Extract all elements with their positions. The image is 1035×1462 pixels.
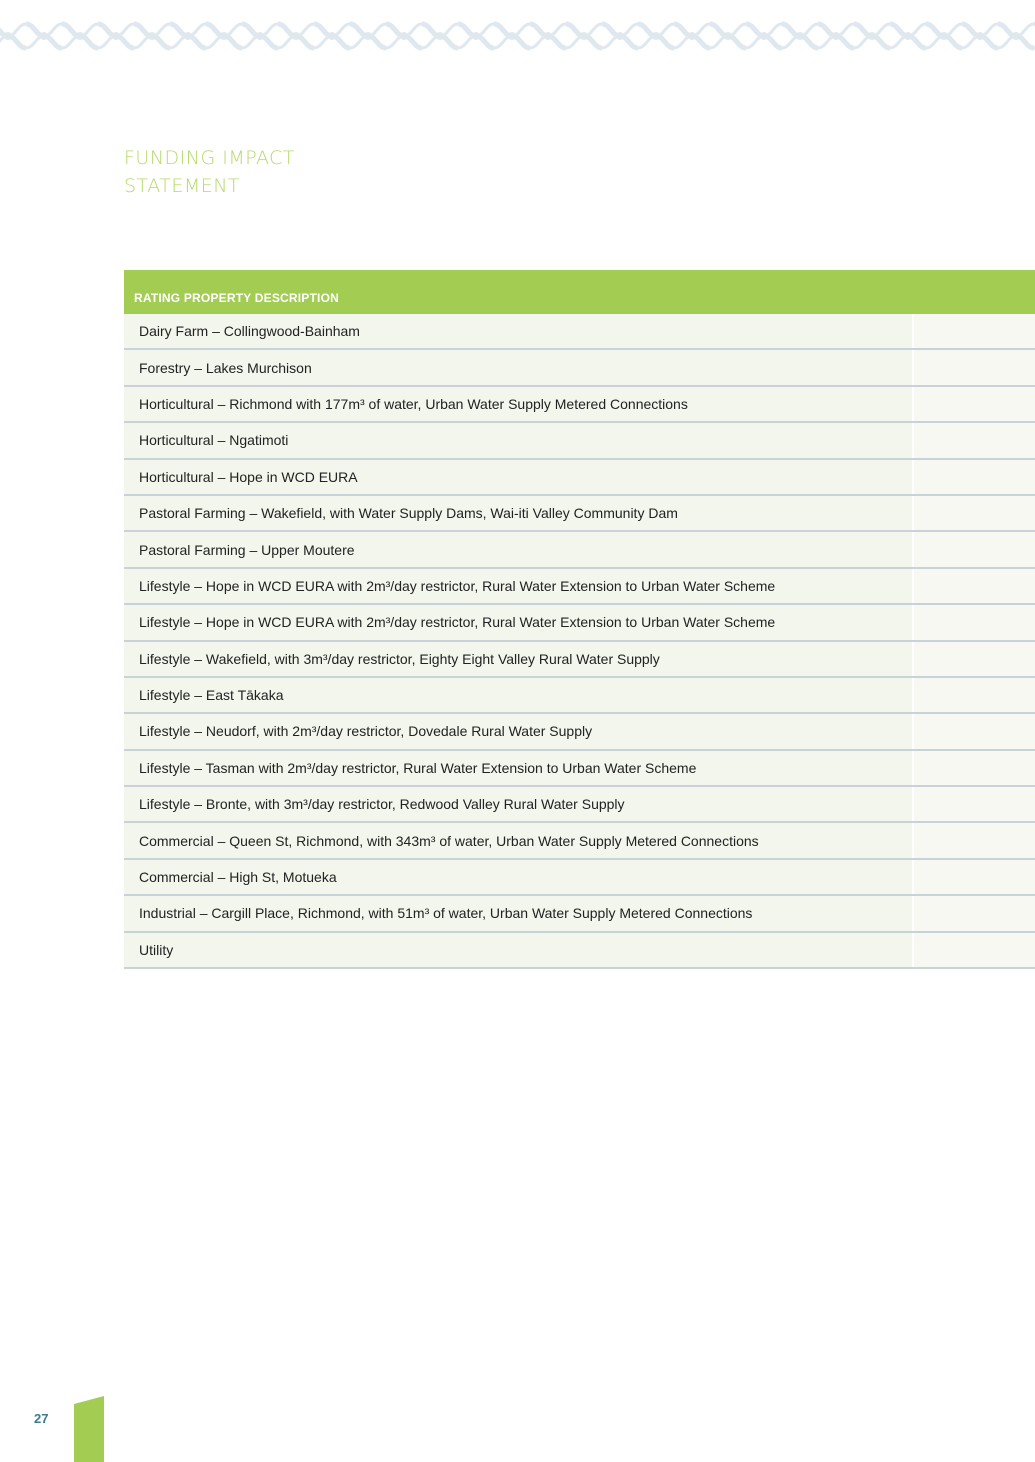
- pattern-dot: [112, 32, 120, 40]
- table-row: [124, 569, 1035, 605]
- row-value-cell: [914, 569, 1035, 603]
- pattern-dot: [4, 32, 12, 40]
- row-value-cell: [914, 896, 1035, 930]
- pattern-dot: [40, 32, 48, 40]
- table-row: [124, 896, 1035, 932]
- row-value-cell: [914, 496, 1035, 530]
- column-header-description: RATING PROPERTY DESCRIPTION: [134, 291, 339, 305]
- row-description: Lifestyle – East Tākaka: [124, 678, 912, 712]
- pattern-dot: [76, 32, 84, 40]
- table-row: [124, 933, 1035, 969]
- table-row: [124, 714, 1035, 750]
- pattern-dot: [688, 32, 696, 40]
- page-title-line-1: FUNDING IMPACT: [124, 147, 296, 169]
- pattern-dot: [508, 32, 516, 40]
- decorative-pattern-band: [0, 18, 1035, 54]
- row-value-cell: [914, 350, 1035, 384]
- pattern-dot: [868, 32, 876, 40]
- row-value-cell: [914, 933, 1035, 967]
- table-row: [124, 642, 1035, 678]
- row-value-cell: [914, 387, 1035, 421]
- pattern-dot: [616, 32, 624, 40]
- table-row: [124, 460, 1035, 496]
- pattern-dot: [328, 32, 336, 40]
- table-header: [124, 270, 1035, 314]
- pattern-dot: [148, 32, 156, 40]
- pattern-dot: [652, 32, 660, 40]
- row-value-cell: [914, 642, 1035, 676]
- row-value-cell: [914, 314, 1035, 348]
- table-row: [124, 678, 1035, 714]
- row-description: Lifestyle – Hope in WCD EURA with 2m³/day restrictor, Rural Water Extension to Urban Water Scheme: [124, 569, 912, 603]
- pattern-dot: [472, 32, 480, 40]
- row-description: Lifestyle – Bronte, with 3m³/day restrictor, Redwood Valley Rural Water Supply: [124, 787, 912, 821]
- row-description: Lifestyle – Tasman with 2m³/day restrictor, Rural Water Extension to Urban Water Scheme: [124, 751, 912, 785]
- row-description: Pastoral Farming – Wakefield, with Water Supply Dams, Wai-iti Valley Community Dam: [124, 496, 912, 530]
- page-title: [124, 144, 295, 200]
- table-row: [124, 423, 1035, 459]
- page-tab-marker: [74, 1396, 104, 1462]
- table-row: [124, 532, 1035, 568]
- pattern-dot: [760, 32, 768, 40]
- pattern-dot: [436, 32, 444, 40]
- row-description: Industrial – Cargill Place, Richmond, with 51m³ of water, Urban Water Supply Metered Connections: [124, 896, 912, 930]
- pattern-dot: [544, 32, 552, 40]
- pattern-dot: [256, 32, 264, 40]
- row-description: Utility: [124, 933, 912, 967]
- table-row: [124, 387, 1035, 423]
- table-row: [124, 605, 1035, 641]
- pattern-dot: [364, 32, 372, 40]
- pattern-dot: [904, 32, 912, 40]
- row-description: Lifestyle – Wakefield, with 3m³/day restrictor, Eighty Eight Valley Rural Water Supply: [124, 642, 912, 676]
- table-row: [124, 496, 1035, 532]
- page-number: 27: [34, 1411, 49, 1426]
- table-row: [124, 787, 1035, 823]
- row-value-cell: [914, 678, 1035, 712]
- row-description: Commercial – High St, Motueka: [124, 860, 912, 894]
- row-description: Horticultural – Richmond with 177m³ of water, Urban Water Supply Metered Connections: [124, 387, 912, 421]
- table-row: [124, 350, 1035, 386]
- table-row: [124, 860, 1035, 896]
- row-value-cell: [914, 751, 1035, 785]
- pattern-dot: [220, 32, 228, 40]
- pattern-dot: [292, 32, 300, 40]
- row-value-cell: [914, 460, 1035, 494]
- pattern-dot: [1012, 32, 1020, 40]
- pattern-dot: [796, 32, 804, 40]
- pattern-dot: [580, 32, 588, 40]
- row-description: Lifestyle – Hope in WCD EURA with 2m³/day restrictor, Rural Water Extension to Urban Water Scheme: [124, 605, 912, 639]
- row-value-cell: [914, 423, 1035, 457]
- row-description: Pastoral Farming – Upper Moutere: [124, 532, 912, 566]
- pattern-dot: [940, 32, 948, 40]
- row-value-cell: [914, 860, 1035, 894]
- row-description: Horticultural – Hope in WCD EURA: [124, 460, 912, 494]
- pattern-dot: [724, 32, 732, 40]
- row-value-cell: [914, 714, 1035, 748]
- row-description: Commercial – Queen St, Richmond, with 343m³ of water, Urban Water Supply Metered Connections: [124, 823, 912, 857]
- pattern-dot: [832, 32, 840, 40]
- row-value-cell: [914, 532, 1035, 566]
- row-value-cell: [914, 605, 1035, 639]
- row-description: Lifestyle – Neudorf, with 2m³/day restrictor, Dovedale Rural Water Supply: [124, 714, 912, 748]
- row-value-cell: [914, 823, 1035, 857]
- row-description: Forestry – Lakes Murchison: [124, 350, 912, 384]
- row-description: Horticultural – Ngatimoti: [124, 423, 912, 457]
- pattern-dot: [400, 32, 408, 40]
- pattern-dot: [184, 32, 192, 40]
- pattern-graphic: [0, 18, 1035, 54]
- rating-property-table: [124, 270, 1035, 969]
- table-row: [124, 751, 1035, 787]
- table-row: [124, 823, 1035, 859]
- pattern-dot: [976, 32, 984, 40]
- page-title-line-2: STATEMENT: [124, 175, 241, 197]
- table-body: [124, 314, 1035, 969]
- row-description: Dairy Farm – Collingwood-Bainham: [124, 314, 912, 348]
- row-value-cell: [914, 787, 1035, 821]
- table-row: [124, 314, 1035, 350]
